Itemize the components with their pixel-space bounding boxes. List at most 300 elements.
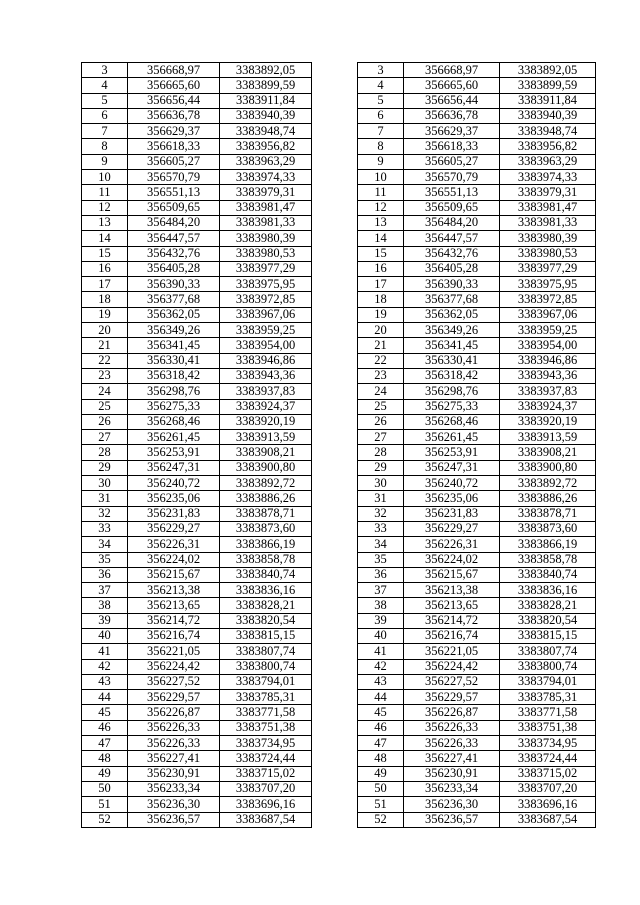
column-gap bbox=[312, 583, 358, 598]
column-gap bbox=[312, 430, 358, 445]
right-x-coordinate: 356253,91 bbox=[404, 445, 500, 460]
right-y-coordinate: 3383899,59 bbox=[500, 78, 596, 93]
left-point-number: 11 bbox=[82, 185, 128, 200]
left-x-coordinate: 356224,42 bbox=[128, 659, 220, 674]
left-y-coordinate: 3383751,38 bbox=[220, 720, 312, 735]
left-y-coordinate: 3383873,60 bbox=[220, 521, 312, 536]
left-x-coordinate: 356405,28 bbox=[128, 261, 220, 276]
column-gap bbox=[312, 491, 358, 506]
left-y-coordinate: 3383972,85 bbox=[220, 292, 312, 307]
right-x-coordinate: 356226,31 bbox=[404, 537, 500, 552]
left-y-coordinate: 3383707,20 bbox=[220, 781, 312, 796]
right-y-coordinate: 3383836,16 bbox=[500, 583, 596, 598]
column-gap bbox=[312, 292, 358, 307]
right-point-number: 30 bbox=[358, 476, 404, 491]
right-y-coordinate: 3383977,29 bbox=[500, 261, 596, 276]
table-row bbox=[82, 414, 596, 429]
table-row bbox=[82, 476, 596, 491]
left-point-number: 31 bbox=[82, 491, 128, 506]
left-y-coordinate: 3383920,19 bbox=[220, 414, 312, 429]
left-x-coordinate: 356341,45 bbox=[128, 338, 220, 353]
right-y-coordinate: 3383963,29 bbox=[500, 154, 596, 169]
right-point-number: 37 bbox=[358, 583, 404, 598]
left-x-coordinate: 356629,37 bbox=[128, 124, 220, 139]
left-point-number: 51 bbox=[82, 797, 128, 812]
column-gap bbox=[312, 628, 358, 643]
right-x-coordinate: 356240,72 bbox=[404, 476, 500, 491]
right-x-coordinate: 356261,45 bbox=[404, 430, 500, 445]
left-y-coordinate: 3383815,15 bbox=[220, 628, 312, 643]
table-row bbox=[82, 185, 596, 200]
left-point-number: 33 bbox=[82, 521, 128, 536]
left-point-number: 23 bbox=[82, 368, 128, 383]
left-y-coordinate: 3383975,95 bbox=[220, 277, 312, 292]
left-x-coordinate: 356236,57 bbox=[128, 812, 220, 827]
left-y-coordinate: 3383974,33 bbox=[220, 170, 312, 185]
left-x-coordinate: 356268,46 bbox=[128, 414, 220, 429]
left-x-coordinate: 356551,13 bbox=[128, 185, 220, 200]
left-point-number: 52 bbox=[82, 812, 128, 827]
right-x-coordinate: 356509,65 bbox=[404, 200, 500, 215]
right-point-number: 38 bbox=[358, 598, 404, 613]
right-y-coordinate: 3383940,39 bbox=[500, 108, 596, 123]
left-y-coordinate: 3383979,31 bbox=[220, 185, 312, 200]
left-x-coordinate: 356447,57 bbox=[128, 231, 220, 246]
right-y-coordinate: 3383873,60 bbox=[500, 521, 596, 536]
column-gap bbox=[312, 598, 358, 613]
table-row bbox=[82, 323, 596, 338]
table-row bbox=[82, 506, 596, 521]
left-y-coordinate: 3383715,02 bbox=[220, 766, 312, 781]
table-row bbox=[82, 200, 596, 215]
column-gap bbox=[312, 690, 358, 705]
left-point-number: 50 bbox=[82, 781, 128, 796]
right-point-number: 39 bbox=[358, 613, 404, 628]
left-x-coordinate: 356229,27 bbox=[128, 521, 220, 536]
right-x-coordinate: 356349,26 bbox=[404, 323, 500, 338]
table-row bbox=[82, 766, 596, 781]
right-x-coordinate: 356229,57 bbox=[404, 690, 500, 705]
left-x-coordinate: 356233,34 bbox=[128, 781, 220, 796]
left-point-number: 4 bbox=[82, 78, 128, 93]
left-x-coordinate: 356213,65 bbox=[128, 598, 220, 613]
right-y-coordinate: 3383734,95 bbox=[500, 736, 596, 751]
column-gap bbox=[312, 705, 358, 720]
left-y-coordinate: 3383828,21 bbox=[220, 598, 312, 613]
right-x-coordinate: 356629,37 bbox=[404, 124, 500, 139]
left-point-number: 15 bbox=[82, 246, 128, 261]
right-y-coordinate: 3383956,82 bbox=[500, 139, 596, 154]
table-row bbox=[82, 445, 596, 460]
column-gap bbox=[312, 613, 358, 628]
right-x-coordinate: 356229,27 bbox=[404, 521, 500, 536]
right-x-coordinate: 356605,27 bbox=[404, 154, 500, 169]
left-x-coordinate: 356349,26 bbox=[128, 323, 220, 338]
right-y-coordinate: 3383892,72 bbox=[500, 476, 596, 491]
left-point-number: 45 bbox=[82, 705, 128, 720]
left-point-number: 49 bbox=[82, 766, 128, 781]
column-gap bbox=[312, 368, 358, 383]
column-gap bbox=[312, 78, 358, 93]
left-point-number: 34 bbox=[82, 537, 128, 552]
column-gap bbox=[312, 537, 358, 552]
left-x-coordinate: 356618,33 bbox=[128, 139, 220, 154]
left-y-coordinate: 3383892,72 bbox=[220, 476, 312, 491]
right-point-number: 40 bbox=[358, 628, 404, 643]
table-row bbox=[82, 246, 596, 261]
right-y-coordinate: 3383913,59 bbox=[500, 430, 596, 445]
right-point-number: 20 bbox=[358, 323, 404, 338]
right-x-coordinate: 356247,31 bbox=[404, 460, 500, 475]
right-x-coordinate: 356298,76 bbox=[404, 384, 500, 399]
left-point-number: 22 bbox=[82, 353, 128, 368]
right-x-coordinate: 356226,33 bbox=[404, 736, 500, 751]
column-gap bbox=[312, 124, 358, 139]
right-point-number: 3 bbox=[358, 63, 404, 78]
right-y-coordinate: 3383858,78 bbox=[500, 552, 596, 567]
right-y-coordinate: 3383911,84 bbox=[500, 93, 596, 108]
right-y-coordinate: 3383900,80 bbox=[500, 460, 596, 475]
left-y-coordinate: 3383820,54 bbox=[220, 613, 312, 628]
right-x-coordinate: 356221,05 bbox=[404, 644, 500, 659]
right-y-coordinate: 3383924,37 bbox=[500, 399, 596, 414]
left-y-coordinate: 3383913,59 bbox=[220, 430, 312, 445]
left-x-coordinate: 356240,72 bbox=[128, 476, 220, 491]
left-y-coordinate: 3383892,05 bbox=[220, 63, 312, 78]
right-x-coordinate: 356213,65 bbox=[404, 598, 500, 613]
column-gap bbox=[312, 215, 358, 230]
right-point-number: 7 bbox=[358, 124, 404, 139]
left-x-coordinate: 356224,02 bbox=[128, 552, 220, 567]
right-y-coordinate: 3383840,74 bbox=[500, 567, 596, 582]
left-point-number: 10 bbox=[82, 170, 128, 185]
right-x-coordinate: 356318,42 bbox=[404, 368, 500, 383]
right-x-coordinate: 356268,46 bbox=[404, 414, 500, 429]
right-point-number: 52 bbox=[358, 812, 404, 827]
column-gap bbox=[312, 246, 358, 261]
left-point-number: 9 bbox=[82, 154, 128, 169]
right-x-coordinate: 356656,44 bbox=[404, 93, 500, 108]
right-x-coordinate: 356214,72 bbox=[404, 613, 500, 628]
column-gap bbox=[312, 506, 358, 521]
left-x-coordinate: 356570,79 bbox=[128, 170, 220, 185]
right-y-coordinate: 3383948,74 bbox=[500, 124, 596, 139]
right-x-coordinate: 356226,33 bbox=[404, 720, 500, 735]
right-point-number: 12 bbox=[358, 200, 404, 215]
left-y-coordinate: 3383886,26 bbox=[220, 491, 312, 506]
left-y-coordinate: 3383840,74 bbox=[220, 567, 312, 582]
left-y-coordinate: 3383771,58 bbox=[220, 705, 312, 720]
left-y-coordinate: 3383866,19 bbox=[220, 537, 312, 552]
column-gap bbox=[312, 567, 358, 582]
left-point-number: 46 bbox=[82, 720, 128, 735]
right-x-coordinate: 356224,42 bbox=[404, 659, 500, 674]
right-x-coordinate: 356570,79 bbox=[404, 170, 500, 185]
right-x-coordinate: 356405,28 bbox=[404, 261, 500, 276]
right-y-coordinate: 3383979,31 bbox=[500, 185, 596, 200]
column-gap bbox=[312, 353, 358, 368]
right-point-number: 32 bbox=[358, 506, 404, 521]
right-point-number: 41 bbox=[358, 644, 404, 659]
right-x-coordinate: 356341,45 bbox=[404, 338, 500, 353]
left-x-coordinate: 356668,97 bbox=[128, 63, 220, 78]
left-x-coordinate: 356226,33 bbox=[128, 736, 220, 751]
left-point-number: 5 bbox=[82, 93, 128, 108]
right-point-number: 19 bbox=[358, 307, 404, 322]
left-y-coordinate: 3383943,36 bbox=[220, 368, 312, 383]
left-point-number: 39 bbox=[82, 613, 128, 628]
table-row bbox=[82, 491, 596, 506]
table-row bbox=[82, 108, 596, 123]
right-point-number: 14 bbox=[358, 231, 404, 246]
left-point-number: 25 bbox=[82, 399, 128, 414]
right-point-number: 46 bbox=[358, 720, 404, 735]
column-gap bbox=[312, 307, 358, 322]
left-x-coordinate: 356605,27 bbox=[128, 154, 220, 169]
column-gap bbox=[312, 644, 358, 659]
right-point-number: 51 bbox=[358, 797, 404, 812]
left-y-coordinate: 3383956,82 bbox=[220, 139, 312, 154]
left-x-coordinate: 356432,76 bbox=[128, 246, 220, 261]
right-x-coordinate: 356618,33 bbox=[404, 139, 500, 154]
column-gap bbox=[312, 812, 358, 827]
left-x-coordinate: 356330,41 bbox=[128, 353, 220, 368]
left-point-number: 16 bbox=[82, 261, 128, 276]
column-gap bbox=[312, 185, 358, 200]
column-gap bbox=[312, 93, 358, 108]
right-x-coordinate: 356551,13 bbox=[404, 185, 500, 200]
column-gap bbox=[312, 460, 358, 475]
right-y-coordinate: 3383715,02 bbox=[500, 766, 596, 781]
column-gap bbox=[312, 323, 358, 338]
right-y-coordinate: 3383807,74 bbox=[500, 644, 596, 659]
column-gap bbox=[312, 338, 358, 353]
left-point-number: 41 bbox=[82, 644, 128, 659]
right-x-coordinate: 356226,87 bbox=[404, 705, 500, 720]
left-y-coordinate: 3383807,74 bbox=[220, 644, 312, 659]
column-gap bbox=[312, 766, 358, 781]
right-x-coordinate: 356377,68 bbox=[404, 292, 500, 307]
column-gap bbox=[312, 751, 358, 766]
left-y-coordinate: 3383981,47 bbox=[220, 200, 312, 215]
left-point-number: 36 bbox=[82, 567, 128, 582]
left-x-coordinate: 356227,52 bbox=[128, 674, 220, 689]
left-point-number: 40 bbox=[82, 628, 128, 643]
right-y-coordinate: 3383967,06 bbox=[500, 307, 596, 322]
column-gap bbox=[312, 476, 358, 491]
column-gap bbox=[312, 781, 358, 796]
column-gap bbox=[312, 797, 358, 812]
right-x-coordinate: 356213,38 bbox=[404, 583, 500, 598]
right-x-coordinate: 356636,78 bbox=[404, 108, 500, 123]
right-y-coordinate: 3383751,38 bbox=[500, 720, 596, 735]
column-gap bbox=[312, 736, 358, 751]
left-point-number: 42 bbox=[82, 659, 128, 674]
left-point-number: 12 bbox=[82, 200, 128, 215]
table-row bbox=[82, 598, 596, 613]
right-point-number: 10 bbox=[358, 170, 404, 185]
right-x-coordinate: 356275,33 bbox=[404, 399, 500, 414]
left-point-number: 18 bbox=[82, 292, 128, 307]
left-y-coordinate: 3383980,39 bbox=[220, 231, 312, 246]
left-y-coordinate: 3383981,33 bbox=[220, 215, 312, 230]
right-y-coordinate: 3383785,31 bbox=[500, 690, 596, 705]
table-row bbox=[82, 736, 596, 751]
right-point-number: 6 bbox=[358, 108, 404, 123]
right-y-coordinate: 3383886,26 bbox=[500, 491, 596, 506]
table-row bbox=[82, 124, 596, 139]
left-x-coordinate: 356215,67 bbox=[128, 567, 220, 582]
table-row bbox=[82, 567, 596, 582]
right-point-number: 49 bbox=[358, 766, 404, 781]
left-point-number: 8 bbox=[82, 139, 128, 154]
right-point-number: 26 bbox=[358, 414, 404, 429]
left-y-coordinate: 3383954,00 bbox=[220, 338, 312, 353]
left-y-coordinate: 3383967,06 bbox=[220, 307, 312, 322]
left-x-coordinate: 356226,31 bbox=[128, 537, 220, 552]
table-row bbox=[82, 277, 596, 292]
right-x-coordinate: 356330,41 bbox=[404, 353, 500, 368]
right-x-coordinate: 356484,20 bbox=[404, 215, 500, 230]
right-x-coordinate: 356235,06 bbox=[404, 491, 500, 506]
left-point-number: 6 bbox=[82, 108, 128, 123]
table-row bbox=[82, 537, 596, 552]
right-y-coordinate: 3383980,53 bbox=[500, 246, 596, 261]
left-point-number: 17 bbox=[82, 277, 128, 292]
coordinate-table-body bbox=[82, 63, 596, 828]
table-row bbox=[82, 170, 596, 185]
column-gap bbox=[312, 414, 358, 429]
left-point-number: 27 bbox=[82, 430, 128, 445]
right-point-number: 11 bbox=[358, 185, 404, 200]
left-y-coordinate: 3383948,74 bbox=[220, 124, 312, 139]
right-x-coordinate: 356231,83 bbox=[404, 506, 500, 521]
left-x-coordinate: 356216,74 bbox=[128, 628, 220, 643]
left-point-number: 38 bbox=[82, 598, 128, 613]
table-row bbox=[82, 613, 596, 628]
right-point-number: 22 bbox=[358, 353, 404, 368]
table-row bbox=[82, 261, 596, 276]
table-row bbox=[82, 399, 596, 414]
right-y-coordinate: 3383771,58 bbox=[500, 705, 596, 720]
left-x-coordinate: 356390,33 bbox=[128, 277, 220, 292]
left-y-coordinate: 3383940,39 bbox=[220, 108, 312, 123]
right-point-number: 47 bbox=[358, 736, 404, 751]
left-point-number: 13 bbox=[82, 215, 128, 230]
left-point-number: 32 bbox=[82, 506, 128, 521]
right-x-coordinate: 356230,91 bbox=[404, 766, 500, 781]
left-y-coordinate: 3383785,31 bbox=[220, 690, 312, 705]
left-point-number: 19 bbox=[82, 307, 128, 322]
left-y-coordinate: 3383908,21 bbox=[220, 445, 312, 460]
right-point-number: 29 bbox=[358, 460, 404, 475]
right-y-coordinate: 3383892,05 bbox=[500, 63, 596, 78]
right-point-number: 31 bbox=[358, 491, 404, 506]
table-row bbox=[82, 292, 596, 307]
left-point-number: 29 bbox=[82, 460, 128, 475]
table-row bbox=[82, 659, 596, 674]
right-x-coordinate: 356668,97 bbox=[404, 63, 500, 78]
left-y-coordinate: 3383734,95 bbox=[220, 736, 312, 751]
left-y-coordinate: 3383724,44 bbox=[220, 751, 312, 766]
right-point-number: 9 bbox=[358, 154, 404, 169]
column-gap bbox=[312, 277, 358, 292]
right-point-number: 23 bbox=[358, 368, 404, 383]
left-x-coordinate: 356214,72 bbox=[128, 613, 220, 628]
left-x-coordinate: 356213,38 bbox=[128, 583, 220, 598]
column-gap bbox=[312, 552, 358, 567]
right-point-number: 45 bbox=[358, 705, 404, 720]
right-x-coordinate: 356215,67 bbox=[404, 567, 500, 582]
left-y-coordinate: 3383963,29 bbox=[220, 154, 312, 169]
left-x-coordinate: 356275,33 bbox=[128, 399, 220, 414]
right-y-coordinate: 3383696,16 bbox=[500, 797, 596, 812]
left-y-coordinate: 3383858,78 bbox=[220, 552, 312, 567]
left-y-coordinate: 3383696,16 bbox=[220, 797, 312, 812]
right-y-coordinate: 3383707,20 bbox=[500, 781, 596, 796]
table-row bbox=[82, 628, 596, 643]
table-row bbox=[82, 384, 596, 399]
right-point-number: 33 bbox=[358, 521, 404, 536]
left-x-coordinate: 356231,83 bbox=[128, 506, 220, 521]
right-x-coordinate: 356224,02 bbox=[404, 552, 500, 567]
left-x-coordinate: 356229,57 bbox=[128, 690, 220, 705]
left-point-number: 20 bbox=[82, 323, 128, 338]
right-y-coordinate: 3383815,15 bbox=[500, 628, 596, 643]
right-point-number: 36 bbox=[358, 567, 404, 582]
left-x-coordinate: 356362,05 bbox=[128, 307, 220, 322]
table-row bbox=[82, 139, 596, 154]
right-point-number: 44 bbox=[358, 690, 404, 705]
right-y-coordinate: 3383980,39 bbox=[500, 231, 596, 246]
left-y-coordinate: 3383980,53 bbox=[220, 246, 312, 261]
right-y-coordinate: 3383937,83 bbox=[500, 384, 596, 399]
column-gap bbox=[312, 521, 358, 536]
left-point-number: 37 bbox=[82, 583, 128, 598]
left-point-number: 14 bbox=[82, 231, 128, 246]
table-row bbox=[82, 521, 596, 536]
table-row bbox=[82, 674, 596, 689]
left-y-coordinate: 3383836,16 bbox=[220, 583, 312, 598]
table-row bbox=[82, 812, 596, 827]
column-gap bbox=[312, 231, 358, 246]
right-y-coordinate: 3383687,54 bbox=[500, 812, 596, 827]
table-row bbox=[82, 353, 596, 368]
left-x-coordinate: 356484,20 bbox=[128, 215, 220, 230]
left-point-number: 47 bbox=[82, 736, 128, 751]
left-x-coordinate: 356318,42 bbox=[128, 368, 220, 383]
left-x-coordinate: 356221,05 bbox=[128, 644, 220, 659]
right-point-number: 18 bbox=[358, 292, 404, 307]
left-x-coordinate: 356247,31 bbox=[128, 460, 220, 475]
table-row bbox=[82, 231, 596, 246]
left-x-coordinate: 356235,06 bbox=[128, 491, 220, 506]
table-row bbox=[82, 751, 596, 766]
right-x-coordinate: 356390,33 bbox=[404, 277, 500, 292]
left-x-coordinate: 356236,30 bbox=[128, 797, 220, 812]
table-row bbox=[82, 460, 596, 475]
right-point-number: 15 bbox=[358, 246, 404, 261]
right-y-coordinate: 3383959,25 bbox=[500, 323, 596, 338]
left-y-coordinate: 3383937,83 bbox=[220, 384, 312, 399]
left-point-number: 44 bbox=[82, 690, 128, 705]
table-row bbox=[82, 583, 596, 598]
right-x-coordinate: 356236,30 bbox=[404, 797, 500, 812]
column-gap bbox=[312, 674, 358, 689]
right-point-number: 27 bbox=[358, 430, 404, 445]
left-y-coordinate: 3383924,37 bbox=[220, 399, 312, 414]
table-row bbox=[82, 720, 596, 735]
